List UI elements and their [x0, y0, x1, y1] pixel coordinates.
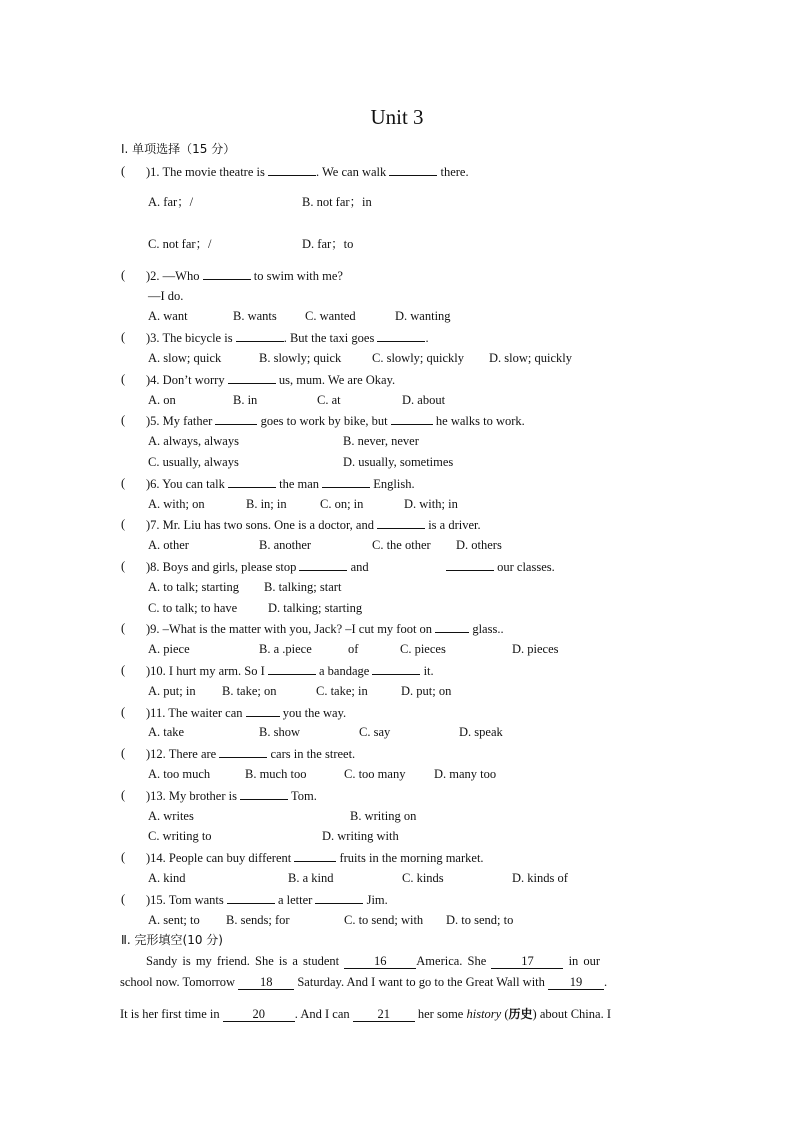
option-d[interactable]: D. with; in: [404, 497, 458, 511]
option-c[interactable]: C. the other: [372, 538, 431, 552]
option-d[interactable]: D. many too: [434, 767, 497, 781]
passage-blank-17[interactable]: 17: [491, 954, 563, 969]
option-b[interactable]: B. in; in: [246, 497, 287, 511]
option-b[interactable]: B. in: [233, 393, 258, 407]
answer-paren: (: [121, 164, 126, 178]
option-b[interactable]: B. much too: [245, 767, 307, 781]
option-c[interactable]: C. to talk; to have: [148, 601, 238, 615]
passage-line-2: school now. Tomorrow 18 Saturday. And I want to go to the Great Wall with 19 .: [120, 975, 608, 989]
question-7: )7. Mr. Liu has two sons. One is a doctor, and is a driver.: [146, 518, 481, 532]
question-13: )13. My brother is Tom.: [146, 789, 317, 803]
option-c[interactable]: C. say: [359, 725, 391, 739]
option-c[interactable]: C. kinds: [402, 871, 444, 885]
question-14: )14. People can buy different fruits in the morning market.: [146, 851, 484, 865]
answer-paren: (: [121, 850, 126, 864]
answer-paren: (: [121, 788, 126, 802]
option-d[interactable]: D. kinds of: [512, 871, 568, 885]
option-c[interactable]: C. on; in: [320, 497, 364, 511]
option-a[interactable]: A. too much: [148, 767, 211, 781]
answer-blank[interactable]: [315, 891, 363, 904]
option-c[interactable]: C. pieces: [400, 642, 446, 656]
option-c[interactable]: C. usually, always: [148, 455, 239, 469]
answer-paren: (: [121, 476, 126, 490]
answer-blank[interactable]: [240, 787, 288, 800]
answer-blank[interactable]: [446, 558, 494, 571]
answer-blank[interactable]: [268, 662, 316, 675]
answer-blank[interactable]: [215, 412, 257, 425]
question-12: )12. There are cars in the street.: [146, 747, 356, 761]
answer-paren: (: [121, 330, 126, 344]
option-b[interactable]: B. sends; for: [226, 913, 290, 927]
answer-blank[interactable]: [219, 745, 267, 758]
answer-blank[interactable]: [236, 329, 284, 342]
option-a[interactable]: A. slow; quick: [148, 351, 222, 365]
option-a[interactable]: A. take: [148, 725, 185, 739]
option-c[interactable]: C. to send; with: [344, 913, 424, 927]
answer-paren: (: [121, 268, 126, 282]
answer-blank[interactable]: [246, 704, 280, 717]
question-8-tail: our classes.: [446, 558, 555, 575]
option-d[interactable]: D. pieces: [512, 642, 559, 656]
answer-blank[interactable]: [228, 475, 276, 488]
option-a[interactable]: A. kind: [148, 871, 186, 885]
page-title: Unit 3: [370, 105, 424, 129]
answer-paren: (: [121, 413, 126, 427]
option-d[interactable]: D. usually, sometimes: [343, 455, 454, 469]
answer-blank[interactable]: [435, 620, 469, 633]
question-9: )9. –What is the matter with you, Jack? –I cut my foot on glass..: [146, 622, 504, 636]
passage-line-1: Sandy is my friend. She is a student 16 America. She 17 in our: [146, 954, 601, 968]
option-c[interactable]: C. not far；/: [148, 237, 212, 251]
answer-paren: (: [121, 663, 126, 677]
option-c[interactable]: C. writing to: [148, 829, 212, 843]
option-a[interactable]: A. piece: [148, 642, 190, 656]
option-a[interactable]: A. put; in: [148, 684, 196, 698]
section-2-heading: Ⅱ. 完形填空(10 分): [121, 933, 223, 947]
option-b[interactable]: B. take; on: [222, 684, 277, 698]
option-d[interactable]: D. wanting: [395, 309, 451, 323]
option-a[interactable]: A. sent; to: [148, 913, 200, 927]
option-b[interactable]: B. never, never: [343, 434, 419, 448]
question-6: )6. You can talk the man English.: [146, 477, 415, 491]
option-a[interactable]: A. on: [148, 393, 176, 407]
answer-paren: (: [121, 746, 126, 760]
option-d[interactable]: D. slow; quickly: [489, 351, 572, 365]
option-c[interactable]: C. wanted: [305, 309, 356, 323]
answer-paren: (: [121, 559, 126, 573]
answer-blank[interactable]: [268, 163, 316, 176]
option-b[interactable]: B. slowly; quick: [259, 351, 342, 365]
answer-blank[interactable]: [228, 371, 276, 384]
question-4: )4. Don’t worry us, mum. We are Okay.: [146, 373, 396, 387]
option-b[interactable]: B. show: [259, 725, 300, 739]
question-11: )11. The waiter can you the way.: [146, 706, 347, 720]
answer-blank[interactable]: [377, 516, 425, 529]
answer-blank[interactable]: [389, 163, 437, 176]
option-b[interactable]: B. wants: [233, 309, 277, 323]
option-d[interactable]: D. far；to: [302, 237, 354, 251]
question-5: )5. My father goes to work by bike, but he walks to work.: [146, 414, 525, 428]
answer-blank[interactable]: [322, 475, 370, 488]
answer-blank[interactable]: [227, 891, 275, 904]
answer-blank[interactable]: [203, 267, 251, 280]
option-c[interactable]: C. take; in: [316, 684, 368, 698]
option-c[interactable]: C. too many: [344, 767, 406, 781]
question-2-reply: —I do.: [148, 289, 184, 303]
option-b[interactable]: B. a kind: [288, 871, 334, 885]
option-c[interactable]: C. at: [317, 393, 341, 407]
section-1-heading: Ⅰ. 单项选择（15 分）: [121, 142, 236, 156]
option-d[interactable]: D. put; on: [401, 684, 452, 698]
option-b[interactable]: B. a .piece: [259, 642, 312, 656]
answer-paren: (: [121, 621, 126, 635]
passage-blank-19[interactable]: 19: [548, 975, 604, 990]
option-c[interactable]: C. slowly; quickly: [372, 351, 465, 365]
question-15: )15. Tom wants a letter Jim.: [146, 893, 388, 907]
passage-blank-21[interactable]: 21: [353, 1007, 415, 1022]
option-b[interactable]: B. another: [259, 538, 312, 552]
option-d[interactable]: D. writing with: [322, 829, 399, 843]
option-a[interactable]: A. want: [148, 309, 188, 323]
option-d[interactable]: D. speak: [459, 725, 503, 739]
question-10: )10. I hurt my arm. So I a bandage it.: [146, 664, 434, 678]
option-a[interactable]: A. other: [148, 538, 189, 552]
answer-blank[interactable]: [377, 329, 425, 342]
answer-paren: (: [121, 892, 126, 906]
option-b-continued: of: [348, 642, 359, 656]
question-2: )2. —Who to swim with me?: [146, 269, 343, 283]
answer-paren: (: [121, 517, 126, 531]
answer-blank[interactable]: [294, 849, 336, 862]
passage-blank-18[interactable]: 18: [238, 975, 294, 990]
option-d[interactable]: D. talking; starting: [268, 601, 363, 615]
option-d[interactable]: D. to send; to: [446, 913, 514, 927]
option-a[interactable]: A. writes: [148, 809, 194, 823]
question-8: )8. Boys and girls, please stop and: [146, 560, 369, 574]
question-1: )1. The movie theatre is . We can walk there.: [146, 165, 469, 179]
option-d[interactable]: D. about: [402, 393, 446, 407]
answer-paren: (: [121, 372, 126, 386]
question-3: )3. The bicycle is . But the taxi goes .: [146, 331, 429, 345]
option-a[interactable]: A. with; on: [148, 497, 205, 511]
option-b[interactable]: B. talking; start: [264, 580, 342, 594]
passage-line-3: It is her first time in 20 . And I can 21 her some history (历史) about China. I: [120, 1007, 611, 1021]
answer-paren: (: [121, 705, 126, 719]
option-a[interactable]: A. far；/: [148, 195, 194, 209]
passage-blank-20[interactable]: 20: [223, 1007, 295, 1022]
option-b[interactable]: B. writing on: [350, 809, 417, 823]
option-a[interactable]: A. to talk; starting: [148, 580, 239, 594]
answer-blank[interactable]: [299, 558, 347, 571]
option-a[interactable]: A. always, always: [148, 434, 239, 448]
answer-blank[interactable]: [372, 662, 420, 675]
answer-blank[interactable]: [391, 412, 433, 425]
option-d[interactable]: D. others: [456, 538, 502, 552]
option-b[interactable]: B. not far；in: [302, 195, 372, 209]
passage-blank-16[interactable]: 16: [344, 954, 416, 969]
